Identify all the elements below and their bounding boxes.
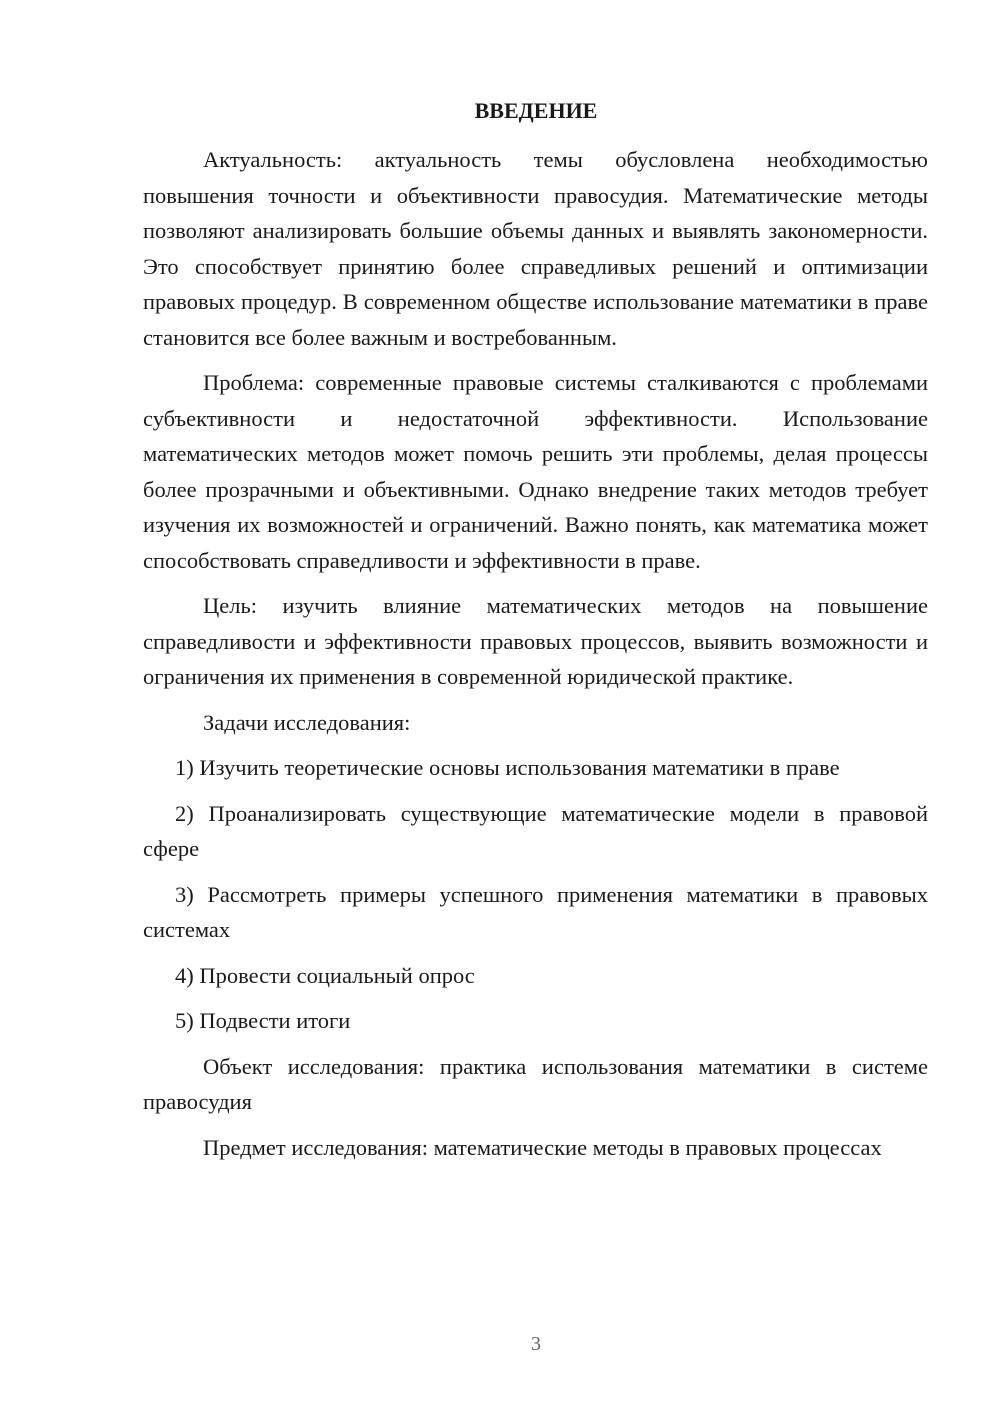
document-body xyxy=(143,142,928,1175)
page-title: ВВЕДЕНИЕ xyxy=(474,98,598,123)
tasks-heading: Задачи исследования: xyxy=(203,709,411,735)
task-item-1: 1) Изучить теоретические основы использования математики в праве xyxy=(175,755,840,780)
task-item-4: 4) Провести социальный опрос xyxy=(175,962,475,988)
task-item-5: 5) Подвести итоги xyxy=(175,1008,351,1033)
task-item-2: 2) Проанализировать существующие математические модели в правовой сфере xyxy=(143,800,928,861)
paragraph-problem: Проблема: современные правовые системы сталкиваются с проблемами субъективности и недостаточной эффективности. Использование математических методов может помочь решить эти проблемы, делая процессы более прозрачными и объективными. Однако внедрение таких методов требует изучения их возможностей и ограничений. Важно понять, как математика может способствовать справедливости и эффективности в праве. xyxy=(143,370,928,573)
paragraph-relevance: Актуальность: актуальность темы обусловлена необходимостью повышения точности и объективности правосудия. Математические методы позволяют анализировать большие объемы данных и выявлять закономерности. Это способствует принятию более справедливых решений и оптимизации правовых процедур. В современном обществе использование математики в праве становится все более важным и востребованным. xyxy=(143,147,928,350)
task-item-3: 3) Рассмотреть примеры успешного применения математики в правовых системах xyxy=(143,881,928,942)
paragraph-subject: Предмет исследования: математические методы в правовых процессах xyxy=(203,1134,882,1160)
page-number: 3 xyxy=(531,1333,541,1355)
paragraph-object: Объект исследования: практика использования математики в системе правосудия xyxy=(143,1053,928,1114)
paragraph-goal: Цель: изучить влияние математических методов на повышение справедливости и эффективности правовых процессов, выявить возможности и ограничения их применения в современной юридической практике. xyxy=(143,593,928,689)
